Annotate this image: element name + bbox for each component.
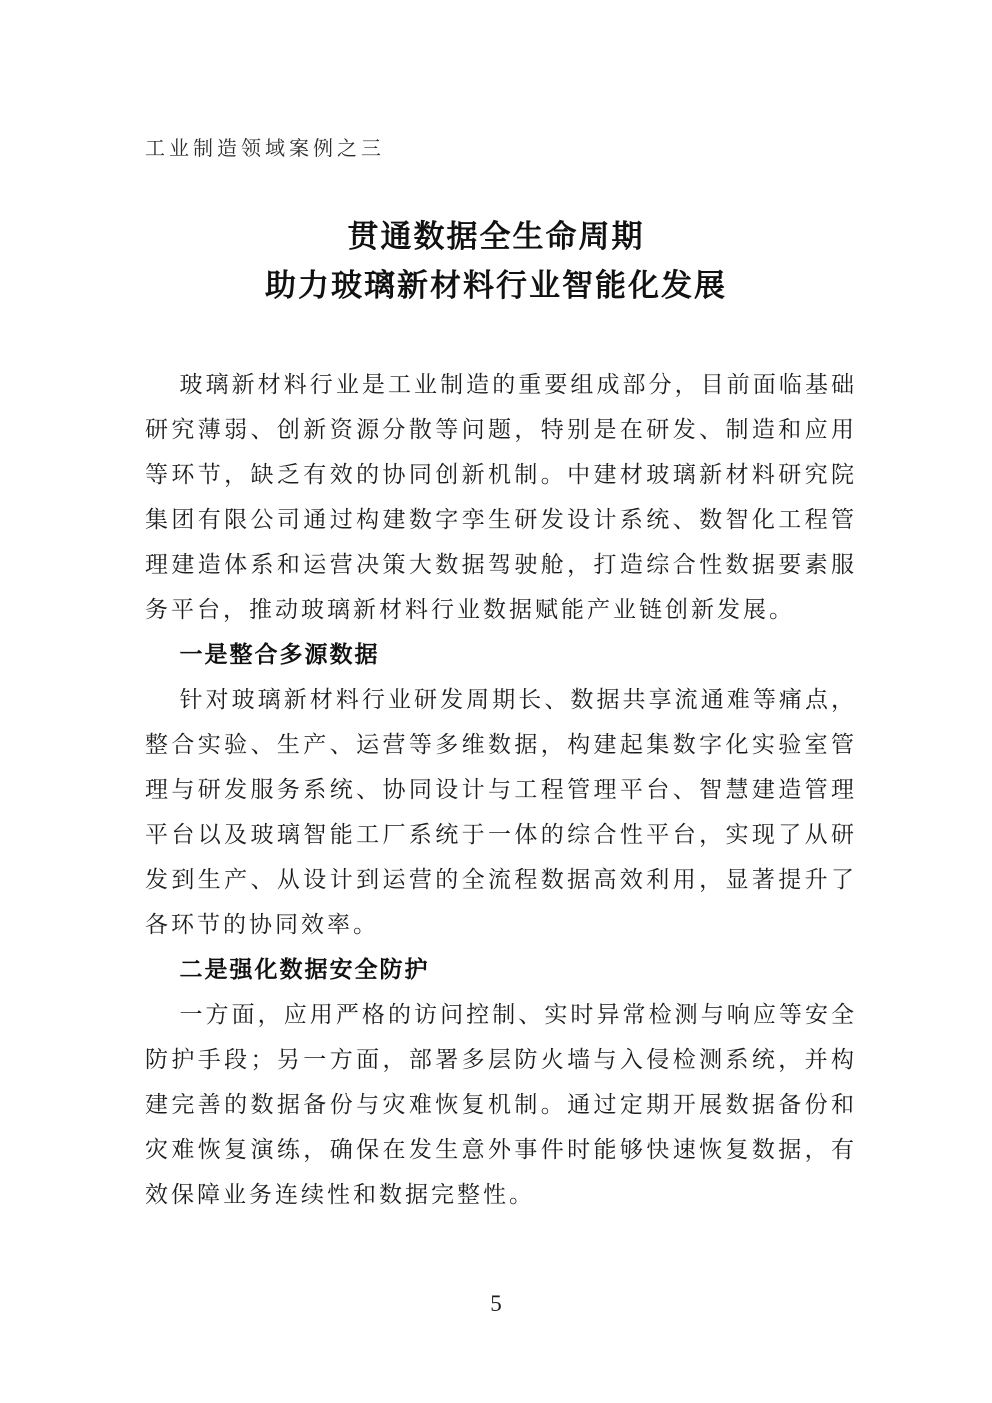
document-title (0, 212, 992, 310)
document-title-line1: 贯通数据全生命周期 (347, 219, 645, 254)
document-title-line2: 助力玻璃新材料行业智能化发展 (265, 268, 727, 303)
section-heading: 一是整合多源数据 (179, 641, 380, 667)
document-category-label: 工业制造领域案例之三 (145, 138, 385, 160)
section-heading: 二是强化数据安全防护 (179, 956, 430, 982)
body-paragraph: 针对玻璃新材料行业研发周期长、数据共享流通难等痛点，整合实验、生产、运营等多维数据，构建起集数字化实验室管理与研发服务系统、协同设计与工程管理平台、智慧建造管理平台以及玻璃智能工厂系统于一体的综合性平台，实现了从研发到生产、从设计到运营的全流程数据高效利用，显著提升了各环节的协同效率。 (145, 687, 857, 937)
body-paragraph: 玻璃新材料行业是工业制造的重要组成部分，目前面临基础研究薄弱、创新资源分散等问题，特别是在研发、制造和应用等环节，缺乏有效的协同创新机制。中建材玻璃新材料研究院集团有限公司通过构建数字孪生研发设计系统、数智化工程管理建造体系和运营决策大数据驾驶舱，打造综合性数据要素服务平台，推动玻璃新材料行业数据赋能产业链创新发展。 (145, 372, 857, 622)
document-body (145, 362, 857, 1217)
page-number: 5 (490, 1291, 502, 1316)
body-paragraph: 一方面，应用严格的访问控制、实时异常检测与响应等安全防护手段；另一方面，部署多层防火墙与入侵检测系统，并构建完善的数据备份与灾难恢复机制。通过定期开展数据备份和灾难恢复演练，确保在发生意外事件时能够快速恢复数据，有效保障业务连续性和数据完整性。 (145, 1002, 857, 1207)
